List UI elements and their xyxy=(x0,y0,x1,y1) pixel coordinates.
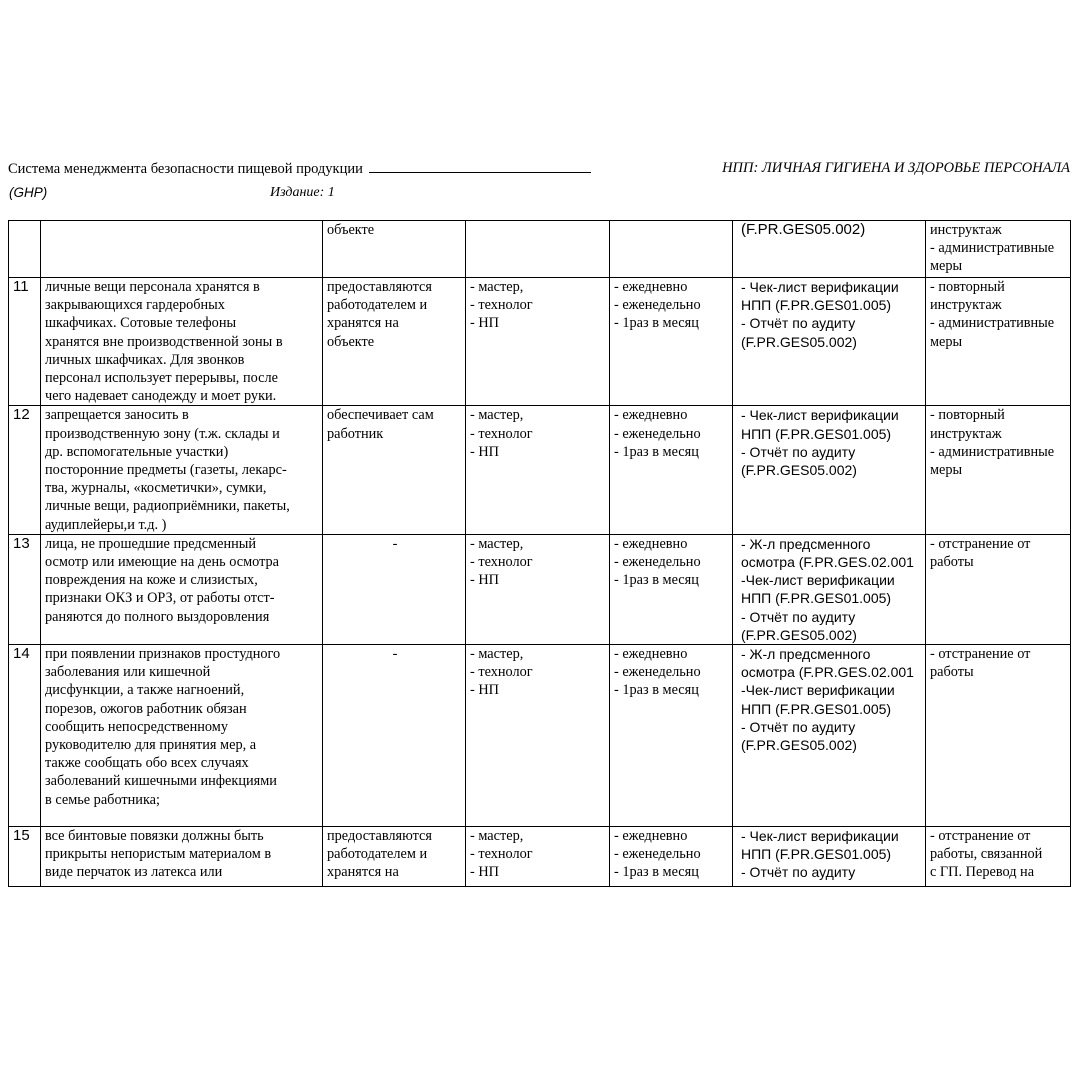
cell-line: - повторный xyxy=(930,407,1005,424)
cell-line: - административные xyxy=(930,443,1055,460)
cell-line: - еженедельно xyxy=(614,664,701,681)
cell-line: - мастер, xyxy=(470,279,524,295)
cell-line: - 1раз в месяц xyxy=(614,315,699,332)
cell-num xyxy=(9,221,41,278)
cell-line: инструктаж xyxy=(930,425,1002,442)
cell-records: (F.PR.GES05.002) xyxy=(733,221,926,278)
cell-line: - ежедневно xyxy=(614,279,688,295)
cell-requirement xyxy=(41,278,323,406)
row-number: 11 xyxy=(9,278,41,406)
cell-frequency xyxy=(610,406,733,534)
cell-frequency xyxy=(610,534,733,644)
cell-line: -Чек-лист верификации xyxy=(741,682,895,699)
cell-line: заболеваний кишечными инфекциями xyxy=(45,773,277,790)
table-row xyxy=(9,827,1071,887)
cell-responsible xyxy=(466,278,610,406)
cell-line: - НП xyxy=(470,572,499,589)
cell-line: - еженедельно xyxy=(614,554,701,571)
cell-line: осмотр или имеющие на день осмотра xyxy=(45,554,280,571)
cell-line: - 1раз в месяц xyxy=(614,572,699,589)
cell-provision xyxy=(323,827,466,887)
row-number: 12 xyxy=(9,406,41,534)
cell-responsible xyxy=(466,406,610,534)
cell-line: хранятся на xyxy=(327,315,399,332)
cell-line: - Чек-лист верификации xyxy=(741,279,899,295)
cell-records xyxy=(733,534,926,644)
cell-line: порезов, ожогов работник обязан xyxy=(45,700,247,717)
cell-line: - 1раз в месяц xyxy=(614,443,699,460)
cell-line: хранятся вне производственной зоны в xyxy=(45,333,283,350)
cell-line: - технолог xyxy=(470,846,533,863)
cell-line: раняются до полного выздоровления xyxy=(45,608,270,625)
cell-line: осмотра (F.PR.GES.02.001 xyxy=(741,664,914,681)
cell-line: работы xyxy=(930,664,974,681)
cell-line: повреждения на коже и слизистых, xyxy=(45,572,258,589)
cell-line: персонал использует перерывы, после xyxy=(45,370,278,387)
cell-line: осмотра (F.PR.GES.02.001 xyxy=(741,554,914,571)
cell-line: личных шкафчиках. Для звонков xyxy=(45,351,245,368)
cell-line: - мастер, xyxy=(470,646,524,663)
cell-line: инструктаж xyxy=(930,297,1002,314)
cell-line: работы xyxy=(930,554,974,571)
cell-requirement xyxy=(41,221,323,278)
cell-frequency xyxy=(610,827,733,887)
cell-line: объекте xyxy=(327,333,375,350)
cell-line: - НП xyxy=(470,864,499,881)
cell-line: - технолог xyxy=(470,425,533,442)
cell-line: тва, журналы, «косметички», сумки, xyxy=(45,480,267,497)
cell-line: - НП xyxy=(470,682,499,699)
cell-line: - технолог xyxy=(470,664,533,681)
cell-line: закрывающихся гардеробных xyxy=(45,297,225,314)
cell-line: - ежедневно xyxy=(614,828,688,845)
cell-line: прикрыты непористым материалом в xyxy=(45,846,272,863)
cell-line: работник xyxy=(327,425,384,442)
row-number: 14 xyxy=(9,645,41,827)
cell-line: - ежедневно xyxy=(614,646,688,663)
cell-line: НПП (F.PR.GES01.005) xyxy=(741,700,892,717)
edition-label: Издание: 1 xyxy=(270,185,335,200)
cell-line: обеспечивает сам xyxy=(327,407,434,424)
cell-line: предоставляются xyxy=(327,828,432,845)
cell-line: - НП xyxy=(470,315,499,332)
cell-line: - 1раз в месяц xyxy=(614,864,699,881)
cell-line: - отстранение от xyxy=(930,535,1031,552)
cell-line: руководителю для принятия мер, а xyxy=(45,737,257,754)
cell-line: хранятся на xyxy=(327,864,399,881)
cell-line: - 1раз в месяц xyxy=(614,682,699,699)
cell-provision xyxy=(323,406,466,534)
cell-line: - административные xyxy=(930,240,1055,257)
cell-line: запрещается заносить в xyxy=(45,407,189,424)
cell-line: - отстранение от xyxy=(930,828,1031,845)
cell-records xyxy=(733,645,926,827)
cell-line: - ежедневно xyxy=(614,407,688,424)
cell-line: - Отчёт по аудиту xyxy=(741,443,856,460)
cell-actions xyxy=(926,645,1071,827)
cell-line: - еженедельно xyxy=(614,425,701,442)
cell-line: - Ж-л предсменного xyxy=(741,535,871,552)
cell-requirement xyxy=(41,827,323,887)
cell-actions xyxy=(926,406,1071,534)
cell-line: сообщить непосредственному xyxy=(45,718,228,735)
cell-frequency xyxy=(610,278,733,406)
cell-line: также сообщать обо всех случаях xyxy=(45,755,249,772)
table-row xyxy=(9,534,1071,644)
cell-line: в семье работника; xyxy=(45,791,161,808)
document-title: НПП: ЛИЧНАЯ ГИГИЕНА И ЗДОРОВЬЕ ПЕРСОНАЛА xyxy=(722,160,1070,176)
cell-line: - xyxy=(392,535,398,552)
row-number: 13 xyxy=(9,534,41,644)
cell-line: НПП (F.PR.GES01.005) xyxy=(741,590,892,607)
cell-responsible xyxy=(466,534,610,644)
cell-line: инструктаж xyxy=(930,222,1002,238)
cell-line: - мастер, xyxy=(470,407,524,424)
cell-provision xyxy=(323,534,466,644)
cell-line: НПП (F.PR.GES01.005) xyxy=(741,297,892,314)
cell-line: - ежедневно xyxy=(614,535,688,552)
document-code: (GHP) xyxy=(9,185,48,200)
cell-line: дисфункции, а также нагноений, xyxy=(45,682,245,699)
cell-line: НПП (F.PR.GES01.005) xyxy=(741,425,892,442)
cell-line: - повторный xyxy=(930,279,1005,295)
cell-line: все бинтовые повязки должны быть xyxy=(45,828,264,845)
cell-line: -Чек-лист верификации xyxy=(741,572,895,589)
cell-actions xyxy=(926,278,1071,406)
cell-line: меры xyxy=(930,258,963,275)
cell-line: - технолог xyxy=(470,554,533,571)
cell-actions xyxy=(926,221,1071,278)
cell-records xyxy=(733,827,926,887)
cell-line: виде перчаток из латекса или xyxy=(45,864,223,881)
cell-line: производственную зону (т.ж. склады и xyxy=(45,425,280,442)
cell-line: заболевания или кишечной xyxy=(45,664,211,681)
cell-line: - отстранение от xyxy=(930,646,1031,663)
cell-responsible xyxy=(466,221,610,278)
cell-line: признаки ОКЗ и ОРЗ, от работы отст- xyxy=(45,590,275,607)
cell-records xyxy=(733,406,926,534)
cell-line: - Чек-лист верификации xyxy=(741,407,899,424)
cell-line: работы, связанной xyxy=(930,846,1043,863)
hygiene-requirements-table xyxy=(8,220,1071,887)
cell-line: меры xyxy=(930,333,963,350)
cell-line: - Отчёт по аудиту xyxy=(741,718,856,735)
cell-line: лица, не прошедшие предсменный xyxy=(45,535,256,552)
cell-line: - мастер, xyxy=(470,828,524,845)
cell-line: - Отчёт по аудиту xyxy=(741,864,856,881)
cell-provision: объекте xyxy=(323,221,466,278)
cell-responsible xyxy=(466,645,610,827)
cell-line: (F.PR.GES05.002) xyxy=(741,462,857,479)
cell-line: (F.PR.GES05.002) xyxy=(741,626,857,643)
cell-line: (F.PR.GES05.002) xyxy=(741,737,857,754)
table-row xyxy=(9,278,1071,406)
table-row-continuation xyxy=(9,221,1071,278)
cell-line: - еженедельно xyxy=(614,846,701,863)
cell-line: личные вещи персонала хранятся в xyxy=(45,279,260,295)
cell-line: аудиплейеры,и т.д. ) xyxy=(45,516,167,533)
cell-line: личные вещи, радиоприёмники, пакеты, xyxy=(45,498,290,515)
cell-line: - Отчёт по аудиту xyxy=(741,315,856,332)
cell-line: - еженедельно xyxy=(614,297,701,314)
cell-line: чего надевает санодежду и моет руки. xyxy=(45,388,277,405)
cell-provision xyxy=(323,645,466,827)
cell-line: - Отчёт по аудиту xyxy=(741,608,856,625)
cell-frequency xyxy=(610,221,733,278)
system-title: Система менеджмента безопасности пищевой продукции xyxy=(8,160,591,178)
cell-line: - административные xyxy=(930,315,1055,332)
table-body xyxy=(9,221,1071,887)
cell-line: предоставляются xyxy=(327,279,432,295)
cell-line: - xyxy=(392,646,398,663)
cell-line: работодателем и xyxy=(327,297,428,314)
cell-line: НПП (F.PR.GES01.005) xyxy=(741,846,892,863)
cell-provision xyxy=(323,278,466,406)
cell-frequency xyxy=(610,645,733,827)
cell-line: с ГП. Перевод на xyxy=(930,864,1035,881)
cell-line: - мастер, xyxy=(470,535,524,552)
cell-line: - технолог xyxy=(470,297,533,314)
row-number: 15 xyxy=(9,827,41,887)
cell-line: работодателем и xyxy=(327,846,428,863)
cell-records xyxy=(733,278,926,406)
cell-line: др. вспомогательные участки) xyxy=(45,443,229,460)
cell-line: (F.PR.GES05.002) xyxy=(741,333,857,350)
cell-actions xyxy=(926,534,1071,644)
cell-line: шкафчиках. Сотовые телефоны xyxy=(45,315,237,332)
cell-line: - Ж-л предсменного xyxy=(741,646,871,663)
table-row xyxy=(9,406,1071,534)
cell-line: посторонние предметы (газеты, лекарс- xyxy=(45,462,287,479)
cell-responsible xyxy=(466,827,610,887)
cell-line: меры xyxy=(930,462,963,479)
cell-requirement xyxy=(41,534,323,644)
cell-actions xyxy=(926,827,1071,887)
cell-line: при появлении признаков простудного xyxy=(45,646,281,663)
cell-line: - Чек-лист верификации xyxy=(741,828,899,845)
signature-line xyxy=(369,160,591,173)
cell-requirement xyxy=(41,645,323,827)
table-row xyxy=(9,645,1071,827)
cell-line: - НП xyxy=(470,443,499,460)
cell-requirement xyxy=(41,406,323,534)
